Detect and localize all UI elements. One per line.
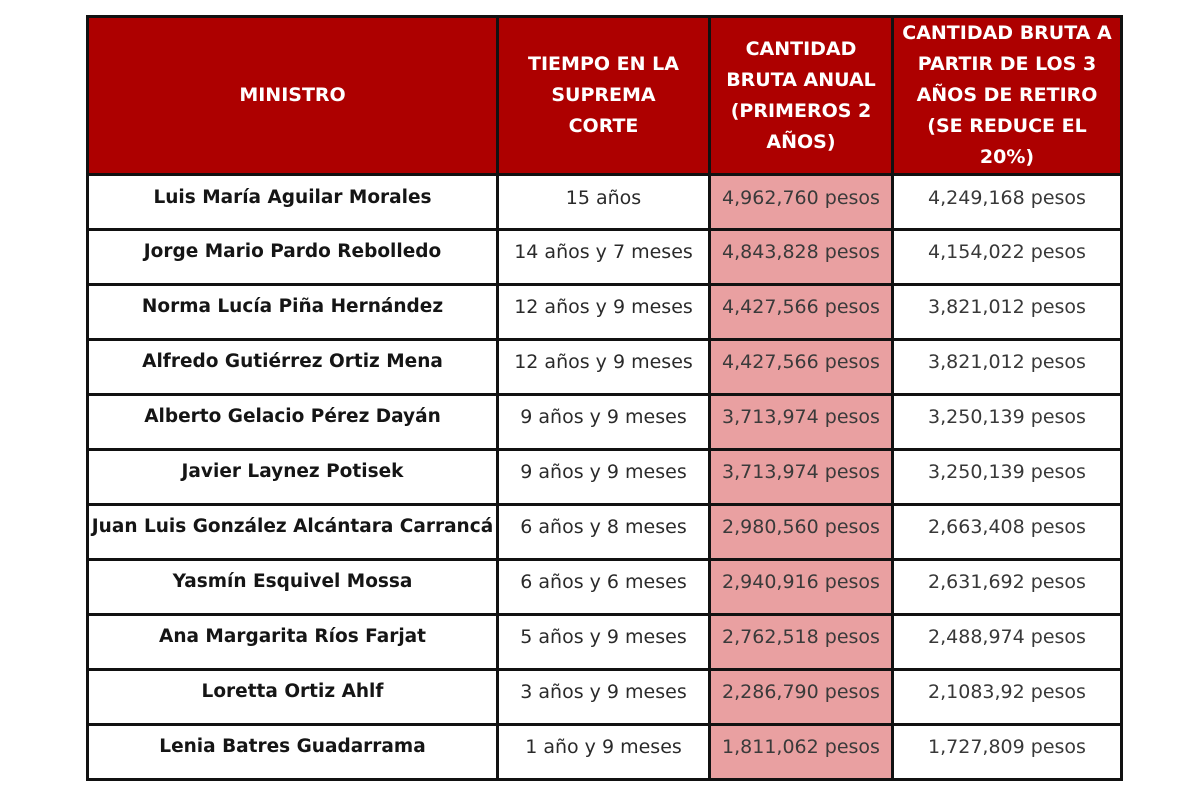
table-body — [88, 175, 1122, 780]
table-row — [88, 505, 1122, 560]
cell-bruta-retiro: 3,821,012 pesos — [893, 285, 1122, 340]
table-row — [88, 230, 1122, 285]
cell-bruta-retiro: 2,631,692 pesos — [893, 560, 1122, 615]
cell-ministro: Javier Laynez Potisek — [88, 450, 498, 505]
cell-bruta-anual: 3,713,974 pesos — [710, 395, 893, 450]
cell-ministro: Loretta Ortiz Ahlf — [88, 670, 498, 725]
table-row — [88, 725, 1122, 780]
cell-bruta-anual: 4,427,566 pesos — [710, 285, 893, 340]
cell-tiempo: 9 años y 9 meses — [498, 395, 710, 450]
cell-tiempo: 9 años y 9 meses — [498, 450, 710, 505]
table-row — [88, 560, 1122, 615]
cell-ministro: Juan Luis González Alcántara Carrancá — [88, 505, 498, 560]
header-bruta-retiro: CANTIDAD BRUTA A PARTIR DE LOS 3 AÑOS DE RETIRO (SE REDUCE EL 20%) — [893, 17, 1122, 175]
cell-ministro: Norma Lucía Piña Hernández — [88, 285, 498, 340]
cell-tiempo: 12 años y 9 meses — [498, 285, 710, 340]
cell-bruta-anual: 4,962,760 pesos — [710, 175, 893, 230]
header-ministro: MINISTRO — [88, 17, 498, 175]
cell-bruta-anual: 4,427,566 pesos — [710, 340, 893, 395]
cell-bruta-anual: 2,940,916 pesos — [710, 560, 893, 615]
table-header — [88, 17, 1122, 175]
cell-ministro: Alberto Gelacio Pérez Dayán — [88, 395, 498, 450]
cell-bruta-anual: 3,713,974 pesos — [710, 450, 893, 505]
cell-bruta-retiro: 4,249,168 pesos — [893, 175, 1122, 230]
table-row — [88, 340, 1122, 395]
cell-tiempo: 14 años y 7 meses — [498, 230, 710, 285]
cell-tiempo: 15 años — [498, 175, 710, 230]
cell-ministro: Jorge Mario Pardo Rebolledo — [88, 230, 498, 285]
cell-bruta-retiro: 1,727,809 pesos — [893, 725, 1122, 780]
header-row — [88, 17, 1122, 175]
header-tiempo: TIEMPO EN LA SUPREMA CORTE — [498, 17, 710, 175]
cell-ministro: Ana Margarita Ríos Farjat — [88, 615, 498, 670]
cell-tiempo: 1 año y 9 meses — [498, 725, 710, 780]
cell-tiempo: 12 años y 9 meses — [498, 340, 710, 395]
cell-ministro: Yasmín Esquivel Mossa — [88, 560, 498, 615]
cell-bruta-retiro: 4,154,022 pesos — [893, 230, 1122, 285]
cell-tiempo: 6 años y 6 meses — [498, 560, 710, 615]
cell-bruta-retiro: 2,488,974 pesos — [893, 615, 1122, 670]
cell-bruta-anual: 2,980,560 pesos — [710, 505, 893, 560]
cell-bruta-retiro: 2,663,408 pesos — [893, 505, 1122, 560]
cell-bruta-anual: 1,811,062 pesos — [710, 725, 893, 780]
cell-ministro: Alfredo Gutiérrez Ortiz Mena — [88, 340, 498, 395]
table-row — [88, 395, 1122, 450]
cell-bruta-anual: 2,762,518 pesos — [710, 615, 893, 670]
cell-ministro: Luis María Aguilar Morales — [88, 175, 498, 230]
cell-bruta-retiro: 3,821,012 pesos — [893, 340, 1122, 395]
cell-bruta-anual: 2,286,790 pesos — [710, 670, 893, 725]
table-row — [88, 175, 1122, 230]
cell-bruta-retiro: 3,250,139 pesos — [893, 395, 1122, 450]
table-row — [88, 670, 1122, 725]
cell-tiempo: 3 años y 9 meses — [498, 670, 710, 725]
cell-bruta-retiro: 3,250,139 pesos — [893, 450, 1122, 505]
cell-ministro: Lenia Batres Guadarrama — [88, 725, 498, 780]
table-row — [88, 615, 1122, 670]
table-row — [88, 450, 1122, 505]
cell-bruta-retiro: 2,1083,92 pesos — [893, 670, 1122, 725]
header-bruta-anual: CANTIDAD BRUTA ANUAL (PRIMEROS 2 AÑOS) — [710, 17, 893, 175]
pension-table — [86, 15, 1123, 781]
cell-tiempo: 6 años y 8 meses — [498, 505, 710, 560]
table-row — [88, 285, 1122, 340]
cell-tiempo: 5 años y 9 meses — [498, 615, 710, 670]
cell-bruta-anual: 4,843,828 pesos — [710, 230, 893, 285]
